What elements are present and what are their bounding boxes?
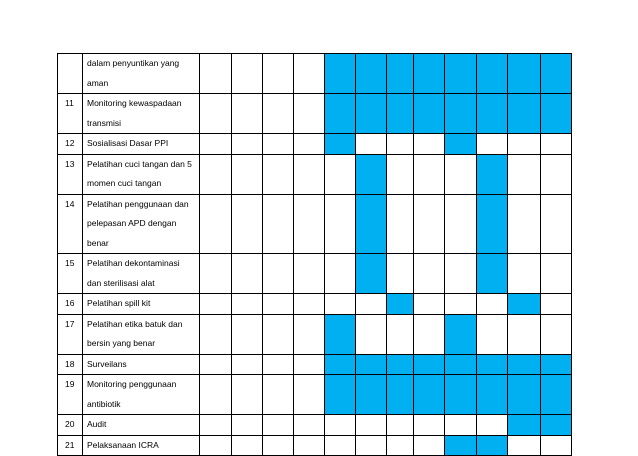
row-number: 17 <box>58 314 83 354</box>
month-cell-empty <box>414 314 445 354</box>
month-cell-empty <box>445 415 477 436</box>
month-cell-filled <box>477 54 508 94</box>
month-cell-empty <box>387 435 414 456</box>
month-cell-empty <box>263 435 294 456</box>
month-cell-filled <box>325 354 356 375</box>
month-cell-empty <box>508 314 541 354</box>
month-cell-filled <box>414 375 445 415</box>
month-cell-empty <box>356 435 387 456</box>
activity-cell <box>83 375 200 415</box>
month-cell-empty <box>541 294 572 315</box>
month-cell-filled <box>508 375 541 415</box>
month-cell-empty <box>232 294 263 315</box>
activity-line: Pelatihan cuci tangan dan 5 <box>87 158 192 169</box>
month-cell-empty <box>541 194 572 254</box>
month-cell-filled <box>477 435 508 456</box>
month-cell-empty <box>508 134 541 155</box>
month-cell-empty <box>294 134 325 155</box>
month-cell-empty <box>200 94 232 134</box>
month-cell-empty <box>325 435 356 456</box>
table-row <box>58 435 572 456</box>
month-cell-filled <box>508 54 541 94</box>
month-cell-filled <box>387 54 414 94</box>
row-number: 11 <box>58 94 83 134</box>
month-cell-filled <box>541 94 572 134</box>
activity-line: Pelaksanaan ICRA <box>87 439 159 450</box>
month-cell-empty <box>232 134 263 155</box>
month-cell-filled <box>325 375 356 415</box>
month-cell-empty <box>356 415 387 436</box>
month-cell-empty <box>477 294 508 315</box>
activity-line: bersin yang benar <box>87 338 156 348</box>
month-cell-empty <box>414 154 445 194</box>
month-cell-empty <box>232 314 263 354</box>
row-number: 14 <box>58 194 83 254</box>
row-number: 20 <box>58 415 83 436</box>
month-cell-empty <box>294 354 325 375</box>
activity-line: benar <box>87 237 109 248</box>
month-cell-empty <box>445 194 477 254</box>
month-cell-empty <box>541 435 572 456</box>
activity-cell <box>83 314 200 354</box>
month-cell-empty <box>263 314 294 354</box>
month-cell-filled <box>325 94 356 134</box>
month-cell-empty <box>200 435 232 456</box>
month-cell-empty <box>232 254 263 294</box>
month-cell-filled <box>477 254 508 294</box>
month-cell-empty <box>200 415 232 436</box>
month-cell-filled <box>445 435 477 456</box>
month-cell-filled <box>356 154 387 194</box>
activity-cell <box>83 54 200 94</box>
month-cell-empty <box>200 194 232 254</box>
month-cell-empty <box>541 154 572 194</box>
month-cell-filled <box>356 254 387 294</box>
month-cell-filled <box>445 354 477 375</box>
month-cell-filled <box>541 354 572 375</box>
activity-line: Pelatihan dekontaminasi <box>87 258 180 268</box>
month-cell-empty <box>325 154 356 194</box>
month-cell-empty <box>200 134 232 155</box>
month-cell-empty <box>294 54 325 94</box>
month-cell-filled <box>387 354 414 375</box>
month-cell-empty <box>414 415 445 436</box>
schedule-table <box>57 53 572 456</box>
month-cell-filled <box>414 54 445 94</box>
row-number: 19 <box>58 375 83 415</box>
month-cell-empty <box>263 415 294 436</box>
month-cell-empty <box>294 314 325 354</box>
month-cell-filled <box>477 354 508 375</box>
month-cell-empty <box>477 415 508 436</box>
month-cell-empty <box>541 314 572 354</box>
month-cell-empty <box>294 154 325 194</box>
month-cell-empty <box>445 294 477 315</box>
month-cell-filled <box>508 354 541 375</box>
row-number: 13 <box>58 154 83 194</box>
month-cell-filled <box>356 94 387 134</box>
month-cell-empty <box>294 415 325 436</box>
activity-line: Audit <box>87 419 107 429</box>
month-cell-empty <box>263 154 294 194</box>
month-cell-filled <box>414 94 445 134</box>
month-cell-filled <box>414 354 445 375</box>
row-number: 16 <box>58 294 83 315</box>
month-cell-empty <box>414 134 445 155</box>
month-cell-empty <box>232 435 263 456</box>
month-cell-filled <box>508 415 541 436</box>
month-cell-empty <box>294 94 325 134</box>
activity-line: Monitoring penggunaan <box>87 379 177 389</box>
month-cell-filled <box>508 94 541 134</box>
row-number <box>58 54 83 94</box>
month-cell-empty <box>232 54 263 94</box>
activity-cell <box>83 194 200 254</box>
month-cell-empty <box>387 254 414 294</box>
month-cell-filled <box>445 54 477 94</box>
activity-line: aman <box>87 77 109 88</box>
month-cell-empty <box>541 254 572 294</box>
month-cell-empty <box>294 194 325 254</box>
month-cell-filled <box>508 294 541 315</box>
activity-line: dan sterilisasi alat <box>87 277 155 288</box>
month-cell-empty <box>232 154 263 194</box>
month-cell-empty <box>200 154 232 194</box>
month-cell-empty <box>477 314 508 354</box>
table-row <box>58 154 572 194</box>
activity-cell <box>83 134 200 155</box>
row-number: 12 <box>58 134 83 155</box>
month-cell-filled <box>477 194 508 254</box>
activity-line: Pelatihan etika batuk dan <box>87 318 183 329</box>
activity-line: pelepasan APD dengan <box>87 218 177 228</box>
month-cell-filled <box>325 54 356 94</box>
month-cell-filled <box>356 375 387 415</box>
month-cell-empty <box>414 254 445 294</box>
activity-line: Pelatihan spill kit <box>87 298 151 308</box>
month-cell-empty <box>541 134 572 155</box>
month-cell-empty <box>356 134 387 155</box>
table-row <box>58 54 572 94</box>
month-cell-empty <box>387 314 414 354</box>
month-cell-filled <box>477 94 508 134</box>
month-cell-empty <box>477 134 508 155</box>
month-cell-filled <box>356 354 387 375</box>
month-cell-empty <box>200 314 232 354</box>
table-row <box>58 94 572 134</box>
month-cell-empty <box>445 154 477 194</box>
month-cell-empty <box>356 314 387 354</box>
month-cell-filled <box>445 314 477 354</box>
month-cell-empty <box>200 294 232 315</box>
month-cell-filled <box>477 375 508 415</box>
activity-cell <box>83 354 200 375</box>
month-cell-empty <box>200 254 232 294</box>
table-row <box>58 294 572 315</box>
month-cell-empty <box>232 94 263 134</box>
month-cell-empty <box>232 415 263 436</box>
activity-line: Pelatihan penggunaan dan <box>87 198 189 209</box>
month-cell-empty <box>294 435 325 456</box>
month-cell-empty <box>294 254 325 294</box>
table-row <box>58 314 572 354</box>
month-cell-empty <box>414 194 445 254</box>
month-cell-filled <box>445 134 477 155</box>
month-cell-empty <box>445 254 477 294</box>
activity-cell <box>83 415 200 436</box>
month-cell-empty <box>200 54 232 94</box>
month-cell-filled <box>445 375 477 415</box>
activity-cell <box>83 94 200 134</box>
activity-cell <box>83 254 200 294</box>
month-cell-empty <box>508 254 541 294</box>
month-cell-filled <box>356 54 387 94</box>
month-cell-filled <box>325 134 356 155</box>
month-cell-empty <box>263 54 294 94</box>
activity-cell <box>83 435 200 456</box>
month-cell-empty <box>263 294 294 315</box>
activity-cell <box>83 294 200 315</box>
month-cell-filled <box>541 375 572 415</box>
month-cell-empty <box>387 194 414 254</box>
month-cell-filled <box>541 54 572 94</box>
month-cell-empty <box>508 194 541 254</box>
month-cell-empty <box>387 134 414 155</box>
month-cell-empty <box>508 435 541 456</box>
month-cell-empty <box>356 294 387 315</box>
month-cell-empty <box>294 375 325 415</box>
month-cell-filled <box>387 94 414 134</box>
month-cell-empty <box>232 375 263 415</box>
month-cell-empty <box>325 194 356 254</box>
activity-line: antibiotik <box>87 398 121 409</box>
month-cell-empty <box>263 254 294 294</box>
month-cell-empty <box>325 294 356 315</box>
activity-line: transmisi <box>87 117 122 128</box>
row-number: 15 <box>58 254 83 294</box>
table-row <box>58 354 572 375</box>
table-row <box>58 134 572 155</box>
month-cell-empty <box>232 194 263 254</box>
month-cell-filled <box>356 194 387 254</box>
month-cell-filled <box>445 94 477 134</box>
month-cell-filled <box>541 415 572 436</box>
month-cell-filled <box>387 294 414 315</box>
month-cell-empty <box>200 354 232 375</box>
month-cell-empty <box>263 134 294 155</box>
month-cell-empty <box>414 294 445 315</box>
month-cell-filled <box>325 314 356 354</box>
row-number: 21 <box>58 435 83 456</box>
table-row <box>58 375 572 415</box>
activity-line: dalam penyuntikan yang <box>87 58 180 68</box>
table-row <box>58 415 572 436</box>
month-cell-empty <box>387 415 414 436</box>
activity-line: Monitoring kewaspadaan <box>87 98 182 108</box>
activity-line: momen cuci tangan <box>87 178 162 188</box>
activity-line: Surveilans <box>87 358 127 369</box>
month-cell-empty <box>263 94 294 134</box>
table-row <box>58 194 572 254</box>
month-cell-empty <box>200 375 232 415</box>
schedule-body <box>58 54 572 456</box>
activity-cell <box>83 154 200 194</box>
activity-line: Sosialisasi Dasar PPI <box>87 138 169 148</box>
month-cell-empty <box>294 294 325 315</box>
month-cell-empty <box>325 254 356 294</box>
month-cell-empty <box>325 415 356 436</box>
month-cell-empty <box>263 194 294 254</box>
month-cell-empty <box>232 354 263 375</box>
month-cell-empty <box>263 354 294 375</box>
table-row <box>58 254 572 294</box>
row-number: 18 <box>58 354 83 375</box>
month-cell-empty <box>387 154 414 194</box>
month-cell-empty <box>263 375 294 415</box>
month-cell-empty <box>508 154 541 194</box>
month-cell-filled <box>477 154 508 194</box>
month-cell-filled <box>387 375 414 415</box>
month-cell-empty <box>414 435 445 456</box>
